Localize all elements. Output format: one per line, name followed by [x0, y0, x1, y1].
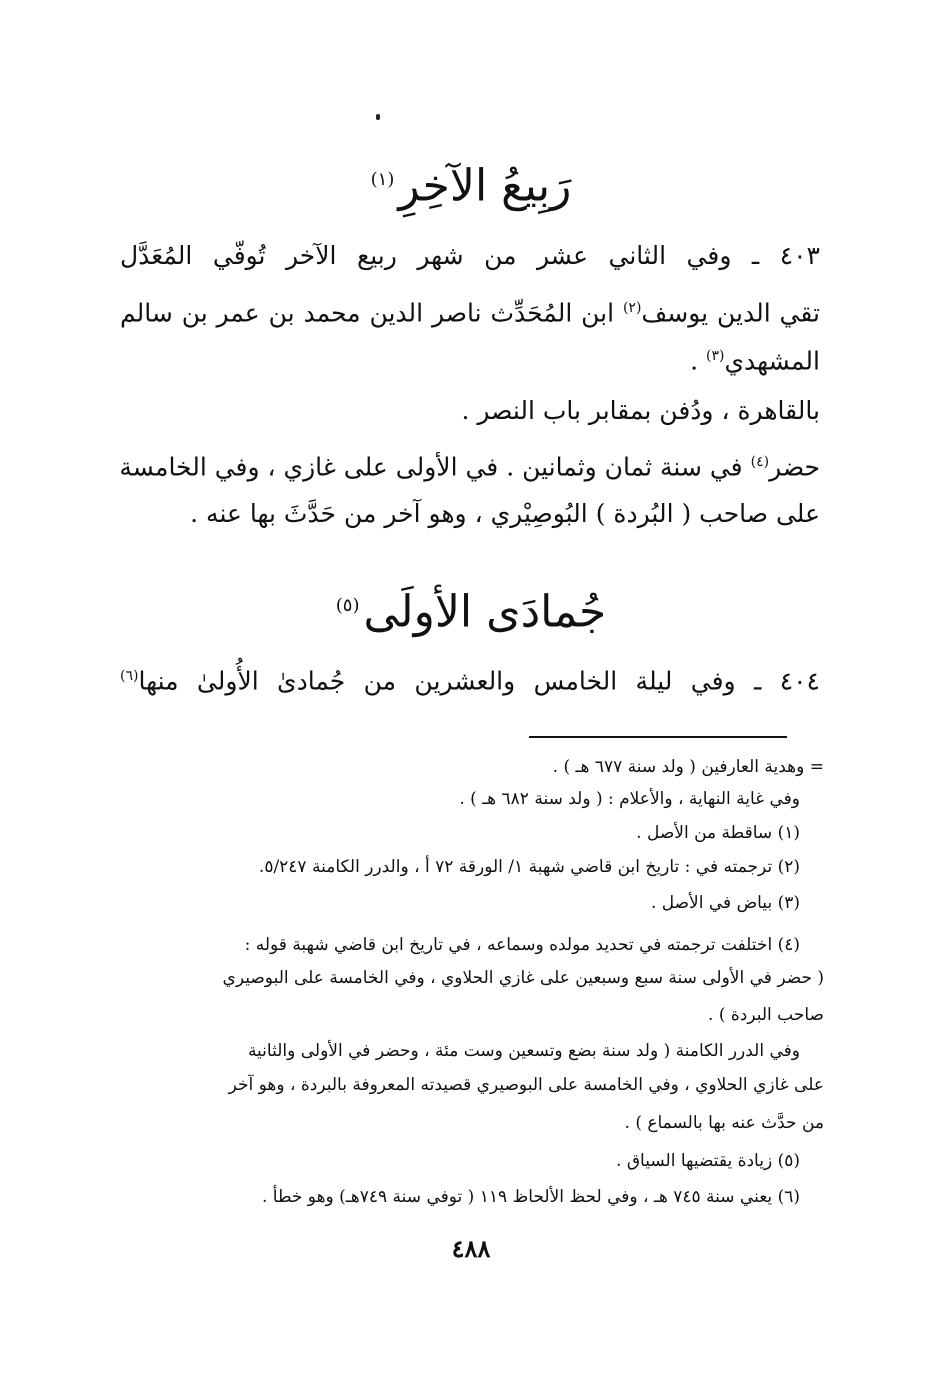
footnote-4-line-2: ( حضر في الأولى سنة سبع وسبعين على غازي الحلاوي ، وفي الخامسة على البوصيري — [222, 968, 824, 988]
footnote-continued-1: = وهدية العارفين ( ولد سنة ٦٧٧ هـ ) . — [552, 757, 824, 777]
entry-403-line-2a: تقي الدين يوسف — [641, 298, 820, 328]
footnote-6: (٦) يعني سنة ٧٤٥ هـ ، وفي لحظ الألحاظ ١١٩ ( توفي سنة ٧٤٩هـ) وهو خطأ . — [261, 1187, 800, 1207]
footnote-4-line-3: صاحب البردة ) . — [708, 1005, 824, 1025]
heading-rabi-text: رَبِيعُ الآخِرِ — [398, 160, 572, 212]
footnote-ref-3: (٣) — [705, 348, 725, 364]
entry-403-line-5 — [120, 436, 820, 493]
footnote-3: (٣) بياض في الأصل . — [650, 893, 800, 913]
footnote-4-line-4: وفي الدرر الكامنة ( ولد سنة بضع وتسعين وست مئة ، وحضر في الأولى والثانية — [247, 1041, 800, 1061]
heading-rabi-al-akhir — [120, 150, 822, 217]
entry-404-text: ٤٠٤ ـ وفي ليلة الخامس والعشرين من جُمادىٰ الأُولىٰ منها — [138, 666, 820, 696]
page-number: ٤٨٨ — [451, 1234, 491, 1263]
entry-403-line-5a: حضر — [769, 452, 820, 482]
entry-403-line-4: بالقاهرة ، ودُفن بمقابر باب النصر . — [461, 396, 820, 425]
footnote-5: (٥) زيادة يقتضيها السياق . — [616, 1151, 800, 1171]
entry-403-line-3b: . — [690, 346, 706, 376]
entry-403-line-2b: ابن المُحَدِّث ناصر الدين محمد بن عمر بن سالم — [120, 298, 623, 328]
footnote-ref-4: (٤) — [750, 454, 770, 470]
footnote-ref-2: (٢) — [622, 300, 642, 316]
footnote-divider — [529, 736, 787, 738]
entry-403-line-1: ٤٠٣ ـ وفي الثاني عشر من شهر ربيع الآخر تُوفّي المُعَدَّل — [120, 241, 820, 270]
heading-rabi-note: (١) — [370, 169, 395, 190]
footnote-1: (١) ساقطة من الأصل . — [636, 823, 800, 843]
footnote-4-line-6: من حدَّث عنه بها بالسماع ) . — [624, 1113, 824, 1133]
heading-jumada-text: جُمادَى الأولَى — [363, 586, 607, 638]
footnote-continued-2: وفي غاية النهاية ، والأعلام : ( ولد سنة ٦٨٢ هـ ) . — [459, 789, 800, 809]
footnote-ref-6: (٦) — [120, 668, 139, 684]
footnote-2: (٢) ترجمته في : تاريخ ابن قاضي شهبة ١/ الورقة ٧٢ أ ، والدرر الكامنة ٥/٢٤٧. — [258, 857, 800, 877]
entry-403-line-5b: في سنة ثمان وثمانين . في الأولى على غازي ، وفي الخامسة — [119, 452, 751, 482]
heading-jumada-note: (٥) — [335, 595, 360, 616]
entry-404-line-1 — [120, 650, 820, 707]
footnote-4-line-5: على غازي الحلاوي ، وفي الخامسة على البوصيري قصيدته المعروفة بالبردة ، وهو آخر — [228, 1075, 824, 1095]
entry-403-line-6: على صاحب ( البُردة ) البُوصِيْري ، وهو آخر من حَدَّثَ بها عنه . — [190, 499, 820, 528]
footnote-4-line-1: (٤) اختلفت ترجمته في تحديد مولده وسماعه ، في تاريخ ابن قاضي شهبة قوله : — [244, 935, 800, 955]
entry-403-line-3 — [120, 330, 820, 387]
ink-speck — [376, 114, 380, 120]
heading-jumada-al-ula — [120, 576, 822, 643]
entry-403-line-3a: المشهدي — [724, 346, 820, 376]
